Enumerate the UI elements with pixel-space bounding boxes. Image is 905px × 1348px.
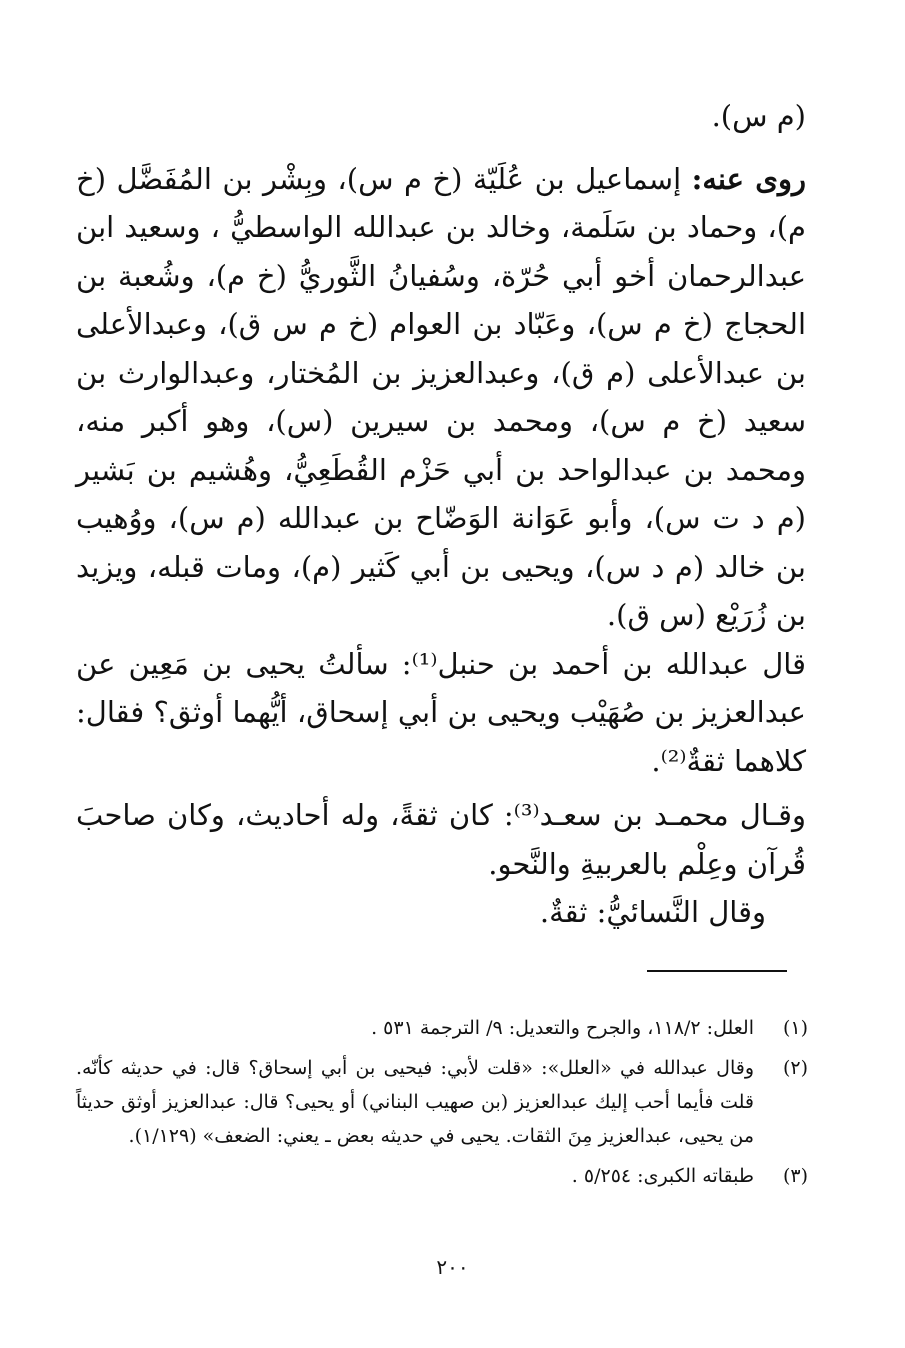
ahmad-quote-paragraph: قال عبدالله بن أحمد بن حنبل⁽¹⁾: سألتُ يحيى بن مَعِين عن عبدالعزيز بن صُهَيْب ويحيى بن أبي إسحاق، أيُّهما أوثق؟ فقال: كلاهما ثقةٌ⁽²⁾. <box>76 646 806 778</box>
page-number: ٢٠٠ <box>436 1255 469 1279</box>
footnotes <box>76 1011 808 1199</box>
footnote-number: (١) <box>782 1017 808 1039</box>
ibn-saad-paragraph: وقـال محمـد بن سعـد⁽³⁾: كان ثقةً، وله أحاديث، وكان صاحبَ قُرآن وعِلْم بالعربيةِ والنَّحو. <box>76 798 806 881</box>
footnote-text: طبقاته الكبرى: ٥/٢٥٤ . <box>571 1165 754 1187</box>
footnote-separator <box>647 970 787 972</box>
narrators-paragraph <box>76 155 806 640</box>
nasai-paragraph: وقال النَّسائيُّ: ثقةٌ. <box>539 895 766 929</box>
footnote-2 <box>76 1051 808 1153</box>
footnote-3 <box>76 1159 808 1193</box>
footnote-text: العلل: ١١٨/٢، والجرح والتعديل: ٩/ الترجمة ٥٣١ . <box>371 1017 754 1039</box>
narrators-text: إسماعيل بن عُلَيّة (خ م س)، وبِشْر بن المُفَضَّل (خ م)، وحماد بن سَلَمة، وخالد بن عبدالله الواسطيُّ ، وسعيد ابن عبدالرحمان أخو أبي حُرّة، وسُفيانُ الثَّوريُّ (خ م)، وشُعبة بن الحجاج (خ م س)، وعَبّاد بن العوام (خ م س ق)، وعبدالأعلى بن عبدالأعلى (م ق)، وعبدالعزيز بن المُختار، وعبدالوارث بن سعيد (خ م س)، ومحمد بن سيرين (س)، وهو أكبر منه، ومحمد بن عبدالواحد بن أبي حَزْم القُطَعِيُّ، وهُشيم بن بَشير (م د ت س)، وأبو عَوَانة الوَضّاح بن عبدالله (م س)، ووُهيب بن خالد (م د س)، ويحيى بن أبي كَثير (م)، ومات قبله، ويزيد بن زُرَيْع (س ق). <box>76 161 806 632</box>
footnote-number: (٣) <box>782 1165 808 1187</box>
continuation-line: (م س). <box>711 99 806 133</box>
footnote-1 <box>76 1011 808 1045</box>
footnote-text: وقال عبدالله في «العلل»: «قلت لأبي: فيحيى بن أبي إسحاق؟ قال: في حديثه كأنّه. قلت فأيما أحب إليك عبدالعزيز (بن صهيب البناني) أو يحيى؟ قال: عبدالعزيز أوثق حديثاً من يحيى، عبدالعزيز مِنَ الثقات. يحيى في حديثه بعض ـ يعني: الضعف» (١/١٢٩). <box>76 1057 754 1147</box>
footnote-number: (٢) <box>782 1057 808 1079</box>
main-text <box>76 92 806 937</box>
narrators-label: روى عنه: <box>691 161 806 196</box>
